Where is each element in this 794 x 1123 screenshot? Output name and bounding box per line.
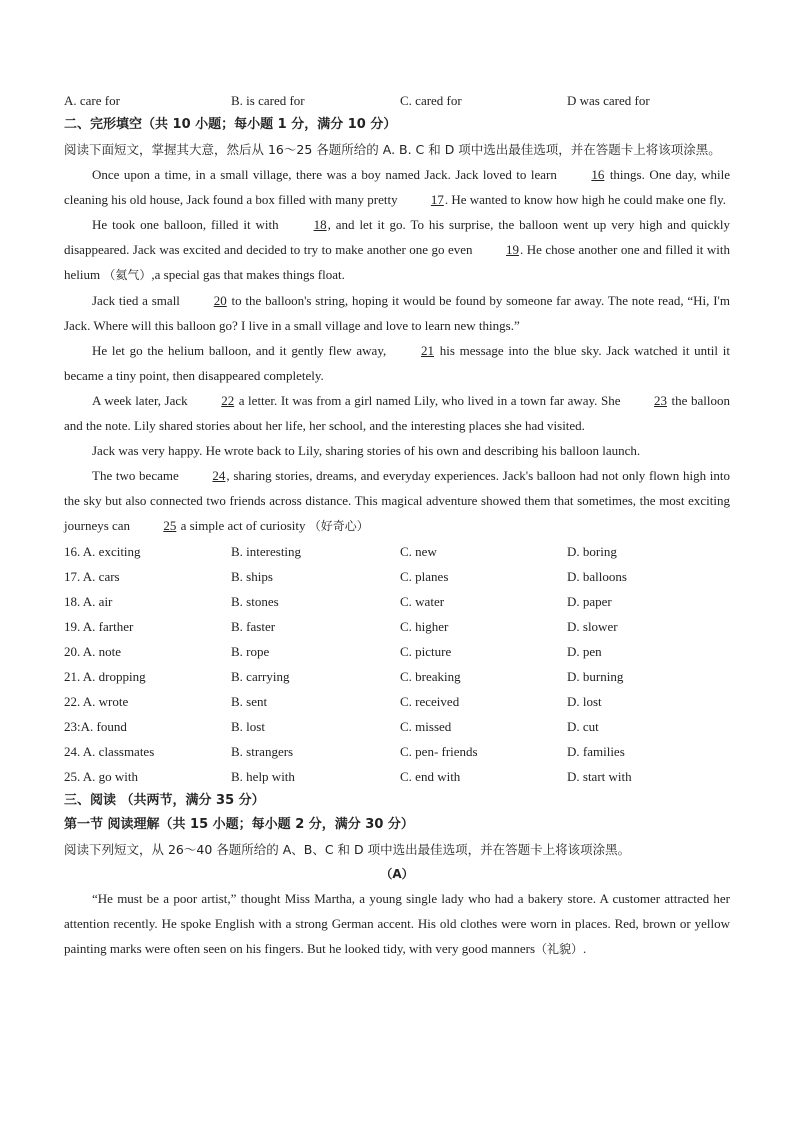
option-c[interactable]: C. received xyxy=(400,694,460,709)
section-3-heading: 三、阅读 （共两节，满分 35 分） xyxy=(64,793,265,808)
option-b[interactable]: B. stones xyxy=(231,594,279,609)
option-a[interactable]: 17. A. cars xyxy=(64,569,120,584)
option-d[interactable]: D. pen xyxy=(567,644,602,659)
question-22-options xyxy=(64,689,730,714)
option-b[interactable]: B. rope xyxy=(231,644,270,659)
option-a[interactable]: 18. A. air xyxy=(64,594,113,609)
option-d[interactable]: D. families xyxy=(567,744,625,759)
option-b[interactable]: B. lost xyxy=(231,719,265,734)
option-c[interactable]: C. new xyxy=(400,544,437,559)
option-c[interactable]: C. breaking xyxy=(400,669,461,684)
blank-18: 18 xyxy=(313,217,327,232)
option-c[interactable]: C. missed xyxy=(400,719,452,734)
section-3-instruction: 阅读下列短文，从 26～40 各题所给的 A、B、C 和 D 项中选出最佳选项，并在答题卡上将该项涂黑。 xyxy=(64,842,631,857)
blank-24: 24 xyxy=(212,468,226,483)
option-b[interactable]: B. ships xyxy=(231,569,273,584)
blank-16: 16 xyxy=(591,167,605,182)
option-a[interactable]: 23:A. found xyxy=(64,719,127,734)
option-a[interactable]: 25. A. go with xyxy=(64,769,139,784)
cloze-options-list xyxy=(64,539,730,789)
question-20-options xyxy=(64,639,730,664)
option-a[interactable]: 16. A. exciting xyxy=(64,544,141,559)
cloze-paragraph-4: He let go the helium balloon, and it gently flew away, 21 his message into the blue sky. Jack watched it until it became a tiny point, then disappeared completely. xyxy=(64,338,730,388)
option-b[interactable]: B. interesting xyxy=(231,544,302,559)
option-d[interactable]: D. lost xyxy=(567,694,602,709)
option-b[interactable]: B. strangers xyxy=(231,744,294,759)
option-c[interactable]: C. higher xyxy=(400,619,449,634)
question-18-options xyxy=(64,589,730,614)
option-d[interactable]: D was cared for xyxy=(567,93,650,108)
option-d[interactable]: D. burning xyxy=(567,669,624,684)
question-24-options xyxy=(64,739,730,764)
option-a[interactable]: 20. A. note xyxy=(64,644,122,659)
question-25-options xyxy=(64,764,730,789)
option-a[interactable]: A. care for xyxy=(64,93,120,108)
option-a[interactable]: 21. A. dropping xyxy=(64,669,146,684)
option-c[interactable]: C. end with xyxy=(400,769,461,784)
option-a[interactable]: 22. A. wrote xyxy=(64,694,129,709)
option-c[interactable]: C. water xyxy=(400,594,445,609)
option-c[interactable]: C. pen- friends xyxy=(400,744,478,759)
option-c[interactable]: C. picture xyxy=(400,644,452,659)
option-c[interactable]: C. cared for xyxy=(400,93,462,108)
option-b[interactable]: B. help with xyxy=(231,769,295,784)
blank-21: 21 xyxy=(420,343,434,358)
passage-a-label: （A） xyxy=(380,867,414,881)
option-a[interactable]: 19. A. farther xyxy=(64,619,134,634)
cloze-paragraph-1: Once upon a time, in a small village, there was a boy named Jack. Jack loved to learn 16 things. One day, while cleaning his old house, Jack found a box filled with many pretty 17. He wanted to know how high he could make one fly. xyxy=(64,162,730,212)
option-d[interactable]: D. balloons xyxy=(567,569,627,584)
question-16-options xyxy=(64,539,730,564)
option-b[interactable]: B. carrying xyxy=(231,669,290,684)
cloze-paragraph-6: Jack was very happy. He wrote back to Lily, sharing stories of his own and describing his balloon launch. xyxy=(92,443,641,458)
blank-23: 23 xyxy=(654,393,668,408)
exam-page xyxy=(64,88,730,962)
question-21-options xyxy=(64,664,730,689)
blank-17: 17 xyxy=(430,192,444,207)
section-3-part-1-heading: 第一节 阅读理解（共 15 小题；每小题 2 分，满分 30 分） xyxy=(64,817,414,832)
cloze-paragraph-2: He took one balloon, filled it with 18, and let it go. To his surprise, the balloon went up very high and quickly disappeared. Jack was excited and decided to try to make another one go even 19. He chose another one and filled it with helium （氦气）,a special gas that makes things float. xyxy=(64,212,730,288)
blank-20: 20 xyxy=(213,293,227,308)
option-d[interactable]: D. boring xyxy=(567,544,617,559)
cloze-paragraph-5: A week later, Jack 22 a letter. It was from a girl named Lily, who lived in a town far away. She 23 the balloon and the note. Lily shared stories about her life, her school, and the interesting places she had visited. xyxy=(64,388,730,438)
cloze-paragraph-3: Jack tied a small 20 to the balloon's string, hoping it would be found by someone far away. The note read, “Hi, I'm Jack. Where will this balloon go? I live in a small village and love to learn new things.” xyxy=(64,288,730,338)
option-d[interactable]: D. paper xyxy=(567,594,612,609)
question-17-options xyxy=(64,564,730,589)
section-2-instruction: 阅读下面短文，掌握其大意，然后从 16～25 各题所给的 A. B. C 和 D 项中选出最佳选项，并在答题卡上将该项涂黑。 xyxy=(64,142,721,157)
option-a[interactable]: 24. A. classmates xyxy=(64,744,155,759)
question-23-options xyxy=(64,714,730,739)
option-d[interactable]: D. start with xyxy=(567,769,632,784)
cloze-paragraph-7: The two became 24, sharing stories, dreams, and everyday experiences. Jack's balloon had not only flown high into the sky but also connected two friends across distance. This magical adventure showed them that sometimes, the most exciting journeys can 25 a simple act of curiosity （好奇心） xyxy=(64,463,730,539)
question-19-options xyxy=(64,614,730,639)
reading-paragraph-1: “He must be a poor artist,” thought Miss Martha, a young single lady who had a bakery store. A customer attracted her attention recently. He spoke English with a strong German accent. His old clothes were worn in places. Red, brown or yellow painting marks were often seen on his fingers. But he looked tidy, with very good manners（礼貌）. xyxy=(64,891,730,956)
question-15-options xyxy=(64,88,730,113)
section-2-heading: 二、完形填空（共 10 小题；每小题 1 分，满分 10 分） xyxy=(64,117,397,132)
option-b[interactable]: B. is cared for xyxy=(231,93,305,108)
option-d[interactable]: D. cut xyxy=(567,719,599,734)
option-b[interactable]: B. faster xyxy=(231,619,276,634)
blank-22: 22 xyxy=(221,393,235,408)
blank-19: 19 xyxy=(505,242,519,257)
option-c[interactable]: C. planes xyxy=(400,569,449,584)
option-d[interactable]: D. slower xyxy=(567,619,618,634)
option-b[interactable]: B. sent xyxy=(231,694,268,709)
blank-25: 25 xyxy=(163,518,177,533)
